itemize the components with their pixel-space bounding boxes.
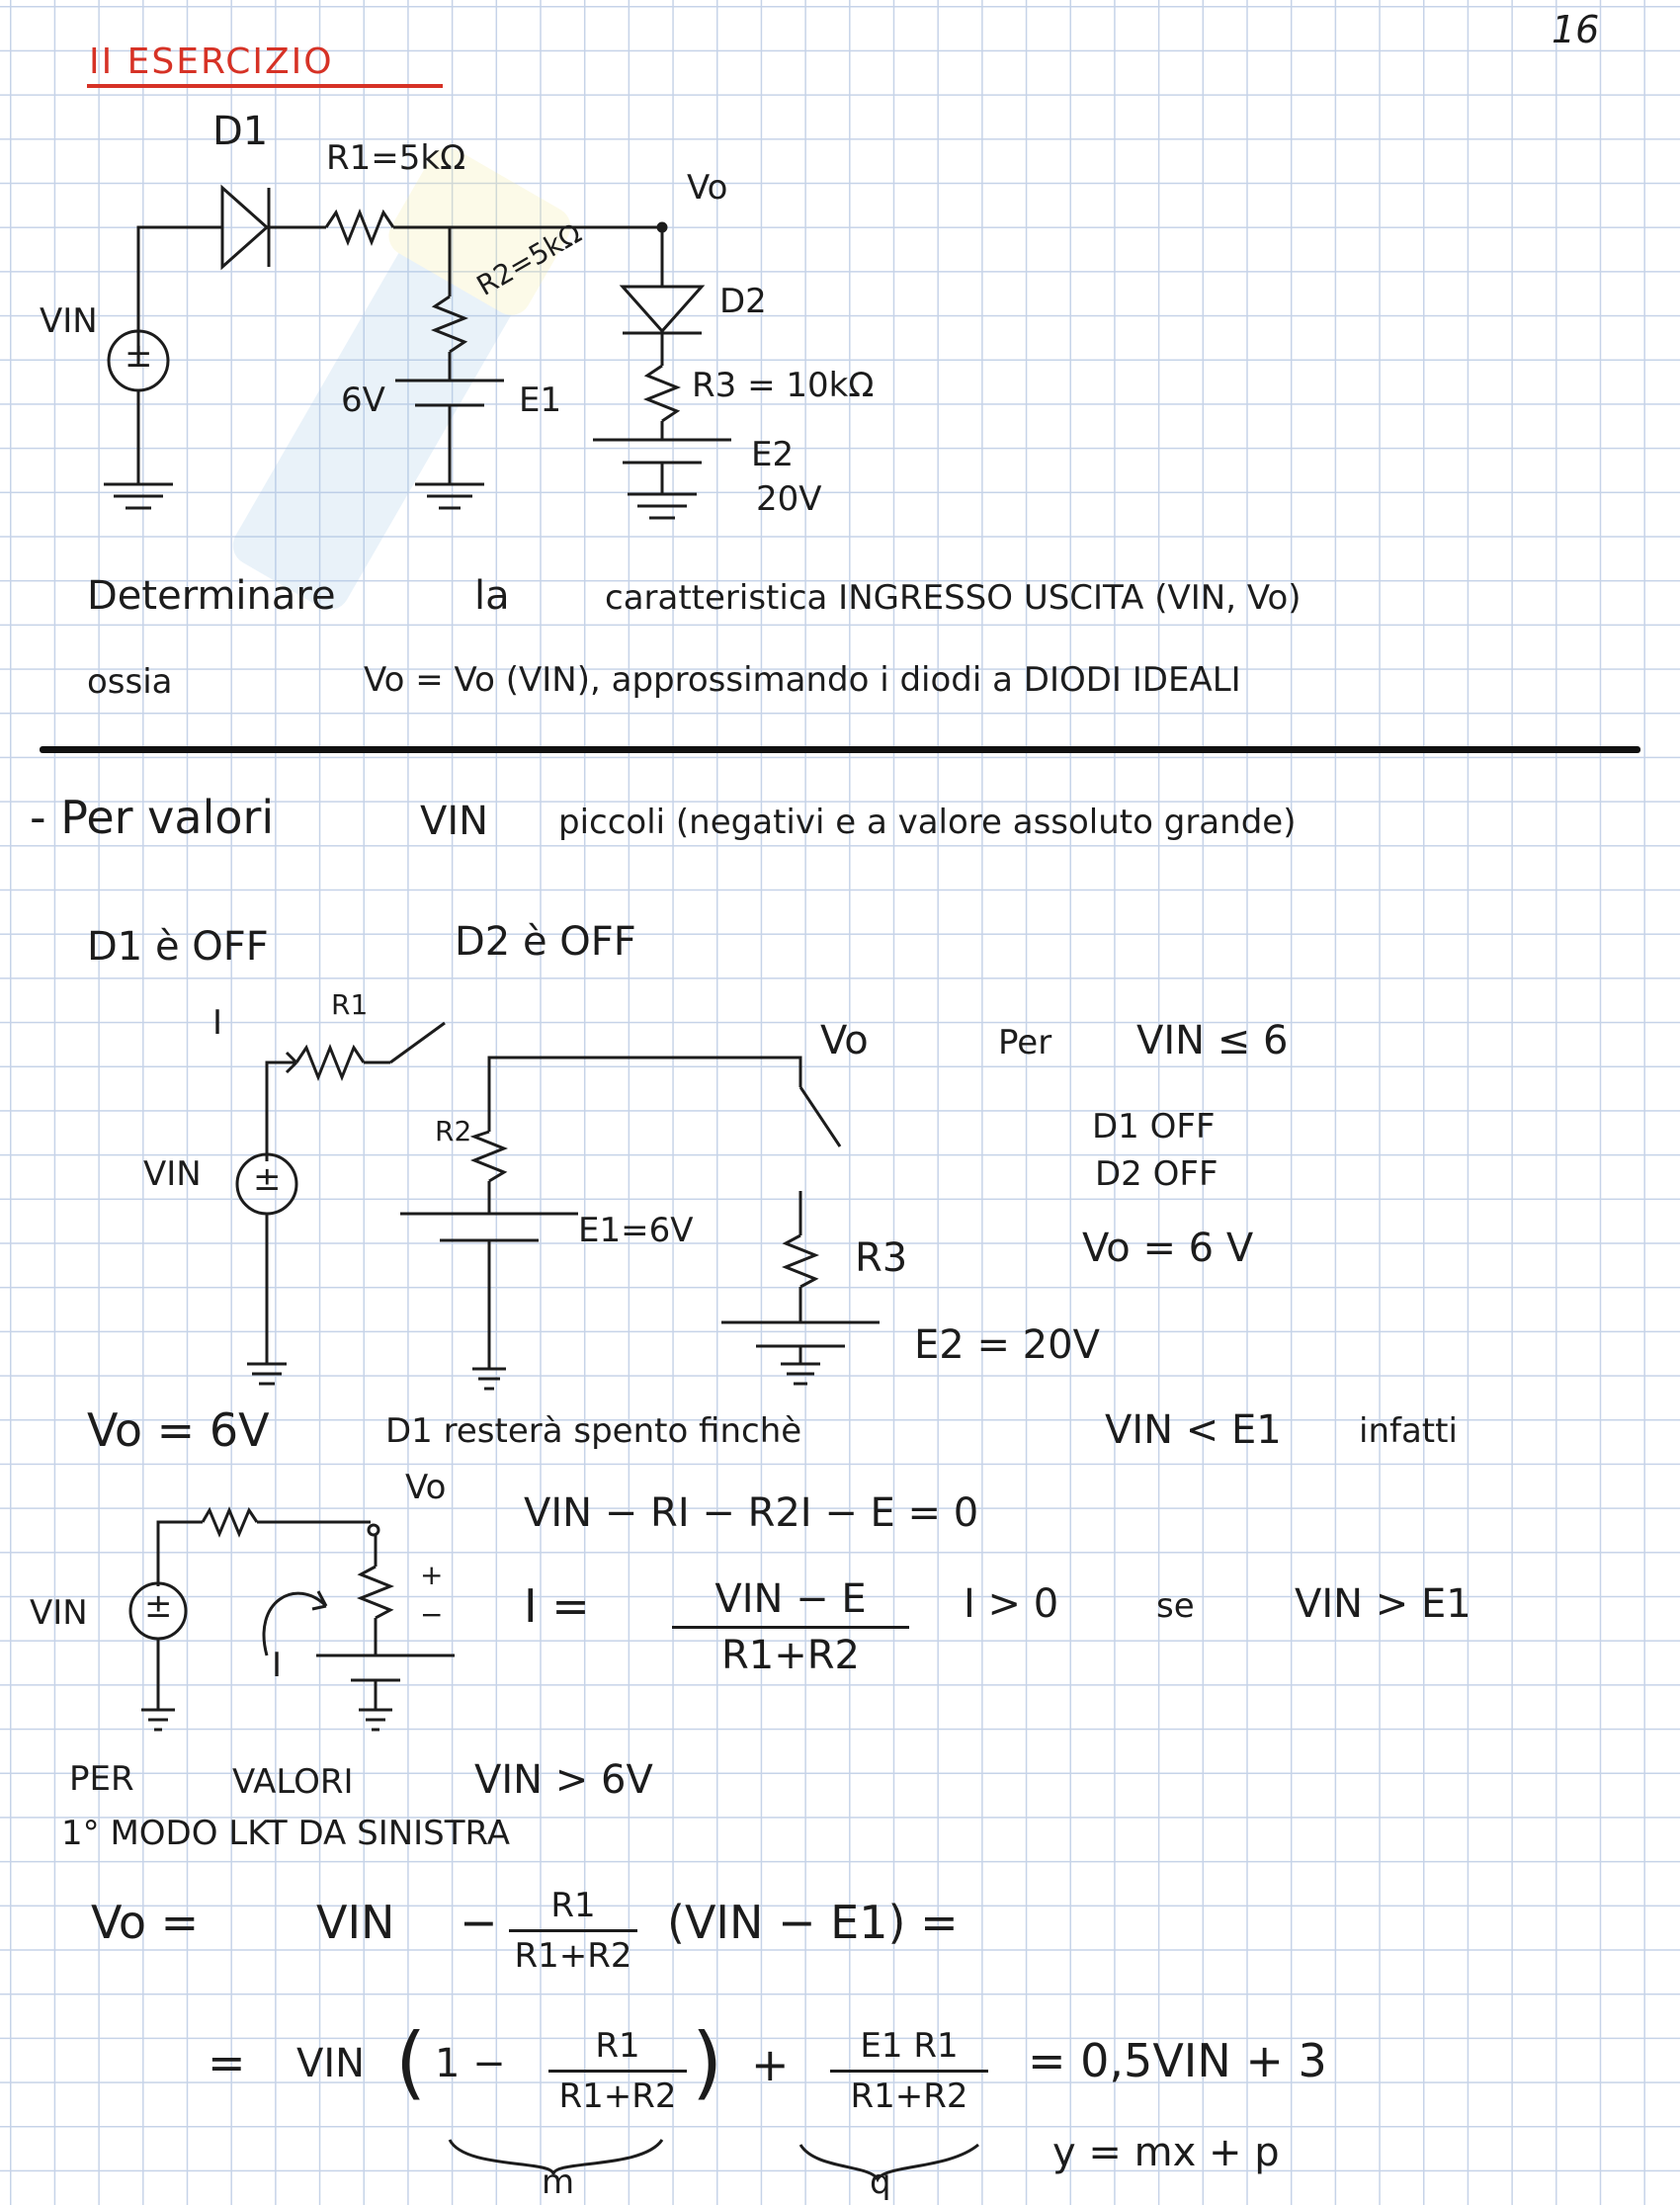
page-number: 16 — [1552, 8, 1600, 51]
analysis-infatti: infatti — [1359, 1411, 1458, 1451]
analysis-i-eq: I = — [524, 1579, 590, 1633]
label-m: m — [542, 2163, 575, 2202]
case2-first-method: 1° MODO LKT DA SINISTRA — [61, 1814, 511, 1853]
fraction-e1r1-den: R1+R2 — [850, 2077, 968, 2116]
derivation-equals: = — [208, 2036, 246, 2089]
derivation-plus: + — [751, 2038, 790, 2091]
analysis-vo-6v: Vo = 6V — [87, 1403, 270, 1457]
derivation-paren-term: (VIN − E1) = — [667, 1896, 959, 1949]
problem-word-determinare: Determinare — [87, 573, 336, 619]
note-d2-off: D2 OFF — [1095, 1154, 1218, 1194]
label-r1: R1=5kΩ — [326, 138, 466, 178]
fraction-current-den: R1+R2 — [721, 1633, 860, 1678]
label-i: I — [212, 1003, 223, 1043]
label-d2: D2 — [719, 282, 767, 321]
note-d1-off: D1 OFF — [1092, 1107, 1216, 1146]
case1-heading-c: piccoli (negativi e a valore assoluto grande) — [558, 803, 1297, 842]
problem-characteristic: caratteristica INGRESSO USCITA (VIN, Vo) — [605, 578, 1302, 618]
case1-d2-state: D2 è OFF — [455, 919, 636, 965]
derivation-vin: VIN — [316, 1896, 395, 1949]
case2-vin-gt-6v: VIN > 6V — [474, 1757, 653, 1803]
derivation-one-minus: 1 − — [435, 2041, 506, 2086]
case2-per: PER — [69, 1759, 134, 1799]
analysis-se: se — [1156, 1586, 1195, 1626]
fraction-r1-den-2: R1+R2 — [558, 2077, 677, 2116]
label-r2: R2=5kΩ — [470, 216, 587, 302]
exercise-title: II ESERCIZIO — [89, 42, 334, 82]
derivation-vo-eq: Vo = — [91, 1896, 200, 1949]
case2-valori: VALORI — [232, 1762, 354, 1802]
derivation-result: = 0,5VIN + 3 — [1028, 2034, 1327, 2087]
note-per: Per — [998, 1023, 1052, 1062]
problem-word-la: la — [474, 573, 510, 619]
fraction-r1-num: R1 — [550, 1886, 596, 1925]
note-vo-6v: Vo = 6 V — [1082, 1226, 1254, 1271]
label-vo-3: Vo — [405, 1468, 447, 1507]
label-r2-2: R2 — [435, 1115, 472, 1147]
label-e2: E2 — [751, 435, 795, 474]
label-vo: Vo — [687, 168, 728, 208]
analysis-kvl: VIN − RI − R2I − E = 0 — [524, 1490, 979, 1536]
label-vin: VIN — [40, 301, 98, 341]
label-e1-2: E1=6V — [578, 1211, 694, 1250]
label-r3-2: R3 — [855, 1235, 908, 1281]
fraction-r1-den: R1+R2 — [514, 1936, 632, 1976]
label-e2-value: 20V — [756, 479, 822, 519]
derivation-minus: − — [460, 1896, 498, 1949]
label-e1: E1 — [519, 381, 562, 420]
label-minus-3: − — [420, 1598, 444, 1631]
label-r1-2: R1 — [331, 988, 369, 1021]
derivation-vin-2: VIN — [296, 2041, 366, 2086]
vin-source-symbol-2: ± — [253, 1159, 282, 1199]
fraction-r1-num-2: R1 — [595, 2026, 640, 2066]
derivation-paren-close: ) — [692, 2016, 723, 2108]
label-r3: R3 = 10kΩ — [692, 366, 875, 405]
derivation-linear-form: y = mx + p — [1052, 2130, 1280, 2175]
case1-heading-a: - Per valori — [30, 791, 275, 844]
problem-vo-vin: Vo = Vo (VIN), approssimando i diodi a DIODI IDEALI — [364, 660, 1241, 700]
label-d1: D1 — [212, 109, 269, 154]
case1-heading-vin: VIN — [420, 799, 489, 844]
label-plus-3: + — [420, 1559, 444, 1591]
analysis-vin-gt-e1: VIN > E1 — [1295, 1581, 1471, 1627]
vin-source-symbol: ± — [125, 336, 153, 376]
analysis-d1-remains-off: D1 resterà spento finchè — [385, 1411, 802, 1451]
fraction-e1r1-num: E1 R1 — [860, 2026, 959, 2066]
label-e1-value: 6V — [341, 381, 385, 420]
label-vo-2: Vo — [820, 1018, 869, 1063]
note-vin-le-6: VIN ≤ 6 — [1136, 1018, 1289, 1063]
analysis-i-positive: I > 0 — [964, 1581, 1059, 1627]
label-vin-3: VIN — [30, 1593, 88, 1633]
analysis-vin-lt-e1: VIN < E1 — [1105, 1407, 1282, 1453]
derivation-paren-open: ( — [395, 2016, 427, 2108]
label-e2-2: E2 = 20V — [914, 1322, 1100, 1368]
vin-source-symbol-3: ± — [144, 1586, 173, 1626]
label-vin-2: VIN — [143, 1154, 202, 1194]
label-q: q — [870, 2163, 891, 2202]
label-i-3: I — [272, 1646, 283, 1685]
fraction-current-num: VIN − E — [714, 1576, 867, 1622]
case1-d1-state: D1 è OFF — [87, 924, 269, 970]
problem-word-ossia: ossia — [87, 662, 173, 702]
